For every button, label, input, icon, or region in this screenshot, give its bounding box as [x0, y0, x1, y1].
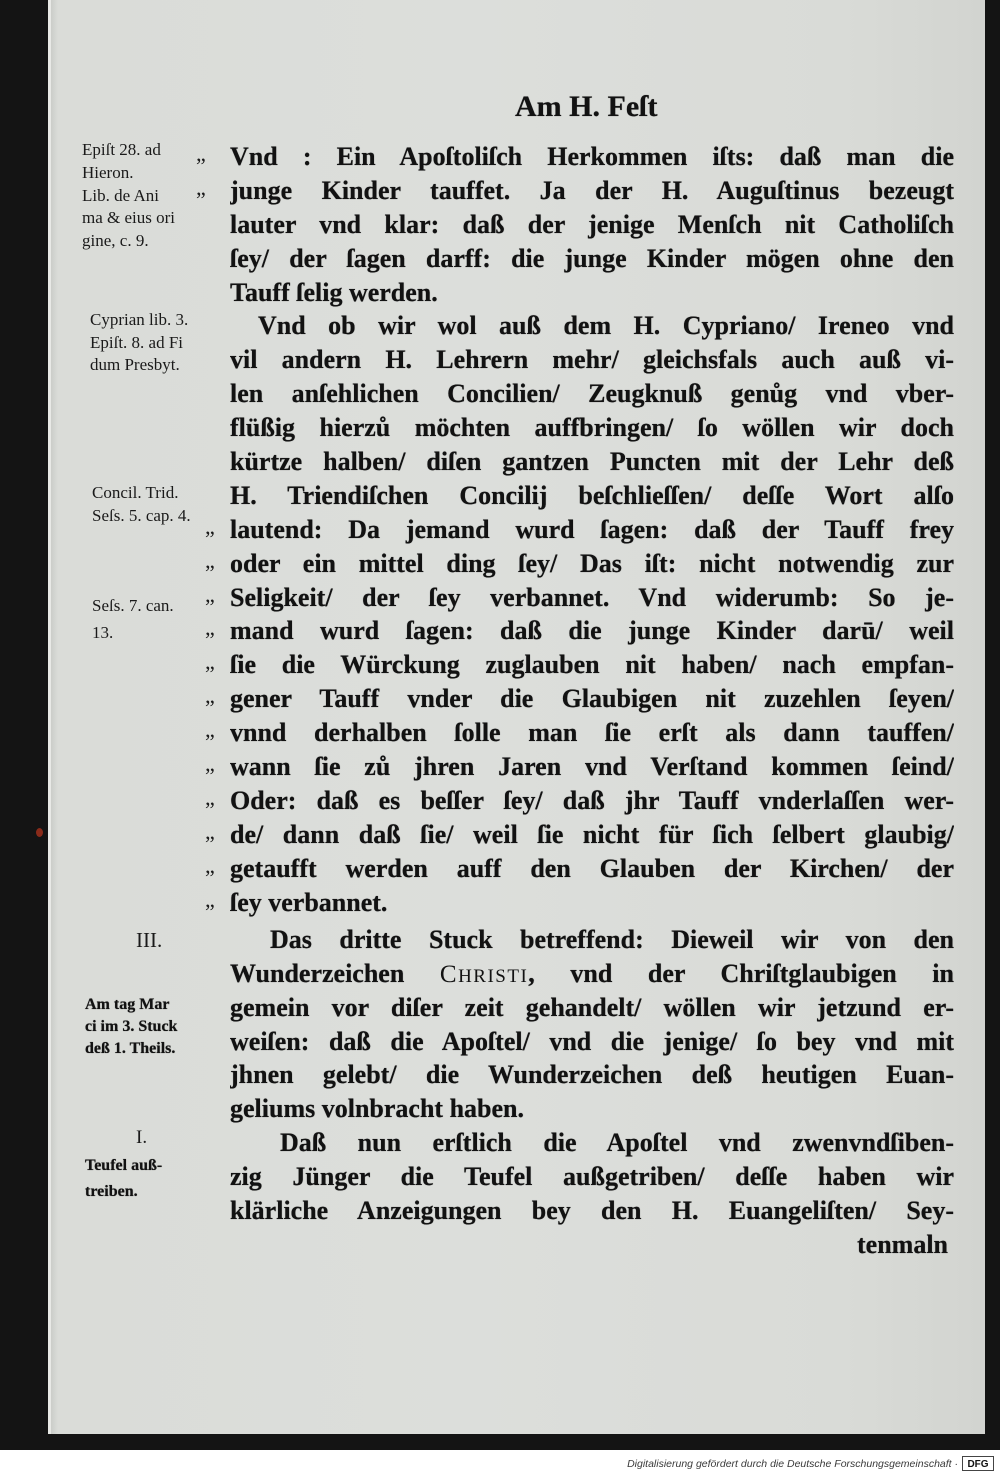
- text-line: Daß nun erſtlich die Apoſtel vnd zwenvndſiben-: [280, 1128, 954, 1158]
- text-line: mand wurd ſagen: daß die junge Kinder darū/ weil: [230, 616, 954, 646]
- text-line: jhnen gelebt/ die Wunderzeichen deß heutigen Euan-: [230, 1060, 954, 1090]
- text-line: Vnd : Ein Apoſtoliſch Herkommen iſts: daß man die: [230, 142, 954, 171]
- text-line: getaufft werden auff den Glauben der Kirchen/ der: [230, 853, 954, 883]
- margin-note-line: Epiſt. 8. ad Fi: [90, 332, 184, 352]
- margin-note-line: deß 1. Theils.: [85, 1040, 176, 1057]
- text-line: lautend: Da jemand wurd ſagen: daß der Tauff frey: [230, 514, 954, 544]
- margin-note-line: treiben.: [85, 1183, 138, 1200]
- text-line: klärliche Anzeigungen bey den H. Euangeliſten/ Sey-: [230, 1196, 954, 1225]
- dfg-logo: DFG: [962, 1456, 994, 1471]
- quote-mark: „: [205, 784, 215, 810]
- section-numeral: I.: [136, 1127, 148, 1148]
- margin-note-line: Epiſt 28. ad: [82, 140, 161, 159]
- text-line: gemein vor diſer zeit gehandelt/ wöllen wir jetzund er-: [230, 992, 954, 1022]
- text-line: vil andern H. Lehrern mehr/ gleichsfals auch auß vi-: [230, 345, 954, 375]
- margin-note-line: ci im 3. Stuck: [85, 1018, 178, 1035]
- margin-note-epist-hieron: [82, 139, 175, 253]
- text-line: lauter vnd klar: daß der jenige Menſch nit Catholiſch: [230, 209, 954, 239]
- margin-note-line: 13.: [92, 623, 114, 642]
- text-line: Vnd ob wir wol auß dem H. Cypriano/ Ireneo vnd: [258, 311, 954, 341]
- quote-mark: „: [196, 141, 206, 166]
- margin-note-line: Seſs. 5. cap. 4.: [92, 506, 191, 525]
- text-line: Seligkeit/ der ſey verbannet. Vnd widerumb: So je-: [230, 582, 954, 612]
- footer-credit: Digitalisierung gefördert durch die Deutsche Forschungsgemeinschaft ·: [627, 1458, 958, 1470]
- body-text: [230, 140, 954, 1262]
- text-line: geliums volnbracht haben.: [230, 1094, 524, 1124]
- margin-note-line: dum Presbyt.: [90, 355, 180, 374]
- text-line: ſey verbannet.: [230, 887, 388, 917]
- quote-mark: „: [205, 751, 215, 777]
- text-line: vnnd derhalben ſolle man ſie erſt als dann tauffen/: [230, 718, 954, 748]
- margin-note-cyprian: [90, 309, 188, 377]
- quote-mark: „: [196, 174, 206, 200]
- quote-mark: „: [205, 649, 215, 675]
- section-numeral: III.: [136, 928, 163, 952]
- quote-mark: „: [205, 717, 215, 743]
- margin-note-line: Teufel auß-: [85, 1157, 163, 1174]
- margin-note-line: Am tag Mar: [85, 996, 170, 1013]
- quote-mark: „: [205, 547, 215, 573]
- margin-note-line: Concil. Trid.: [92, 483, 179, 502]
- margin-note-teufel: [85, 1153, 162, 1205]
- text-segment: Wunderzeichen: [230, 958, 440, 988]
- text-line: Oder: daß es beſſer ſey/ daß jhr Tauff vnderlaſſen wer-: [230, 785, 954, 815]
- quote-mark: „: [205, 513, 215, 539]
- text-line: flüßig hierzů möchten auffbringen/ ſo wöllen wir doch: [230, 413, 954, 443]
- text-line: zig Jünger die Teufel außgetriben/ deſſe haben wir: [230, 1162, 954, 1192]
- text-line: ſey/ der ſagen darff: die junge Kinder mögen ohne den: [230, 243, 954, 273]
- quote-mark: „: [205, 683, 215, 709]
- text-line: gener Tauff vnder die Glaubigen nit zuzehlen ſeyen/: [230, 684, 954, 714]
- quote-mark: „: [205, 852, 215, 878]
- text-line: H. Triendiſchen Concilij beſchlieſſen/ deſſe Wort alſo: [230, 480, 954, 510]
- small-caps-name: CHRISTI: [439, 960, 529, 988]
- margin-note-sess7: [92, 592, 174, 646]
- text-segment: , vnd der Chriſtglaubigen in: [528, 958, 954, 988]
- text-line: [230, 957, 954, 991]
- margin-note-line: Hieron.: [82, 162, 134, 182]
- quote-mark: „: [205, 581, 215, 607]
- quote-mark: „: [205, 615, 215, 641]
- text-line: Das dritte Stuck betreffend: Dieweil wir von den: [270, 924, 954, 954]
- text-line: kürtze halben/ diſen gantzen Puncten mit der Lehr deß: [230, 447, 954, 477]
- text-line: oder ein mittel ding ſey/ Das iſt: nicht notwendig zur: [230, 548, 954, 578]
- quote-mark: „: [205, 886, 215, 912]
- margin-note-line: Cyprian lib. 3.: [90, 310, 189, 329]
- margin-note-line: gine, c. 9.: [82, 231, 149, 251]
- text-line: len anſehlichen Concilien/ Zeugknuß genůg vnd vber-: [230, 379, 954, 409]
- margin-note-line: Seſs. 7. can.: [92, 596, 174, 615]
- margin-note-line: ma & eius ori: [82, 208, 176, 228]
- footer: [0, 1450, 1000, 1476]
- text-line: Tauff ſelig werden.: [230, 277, 438, 307]
- text-line: wann ſie zů jhren Jaren vnd Verſtand kommen ſeind/: [230, 752, 954, 782]
- margin-note-concil-trid: [92, 481, 191, 527]
- quotation-marks-column: [196, 140, 226, 919]
- text-line: weiſen: daß die Apoſtel/ vnd die jenige/ ſo bey vnd mit: [230, 1026, 954, 1056]
- margin-note-am-tag-marci: [85, 994, 177, 1060]
- text-line: ſie die Würckung zuglauben nit haben/ nach empfan-: [230, 650, 954, 680]
- catchword: tenmaln: [857, 1229, 948, 1259]
- text-line: de/ dann daß ſie/ weil ſie nicht für ſich ſelbert glaubig/: [230, 819, 954, 849]
- quote-mark: „: [205, 818, 215, 844]
- margin-note-line: Lib. de Ani: [82, 185, 159, 205]
- running-head: Am H. Feſt: [515, 90, 658, 123]
- text-line: junge Kinder tauffet. Ja der H. Auguſtinus bezeugt: [230, 175, 954, 205]
- ink-spot: [36, 828, 43, 837]
